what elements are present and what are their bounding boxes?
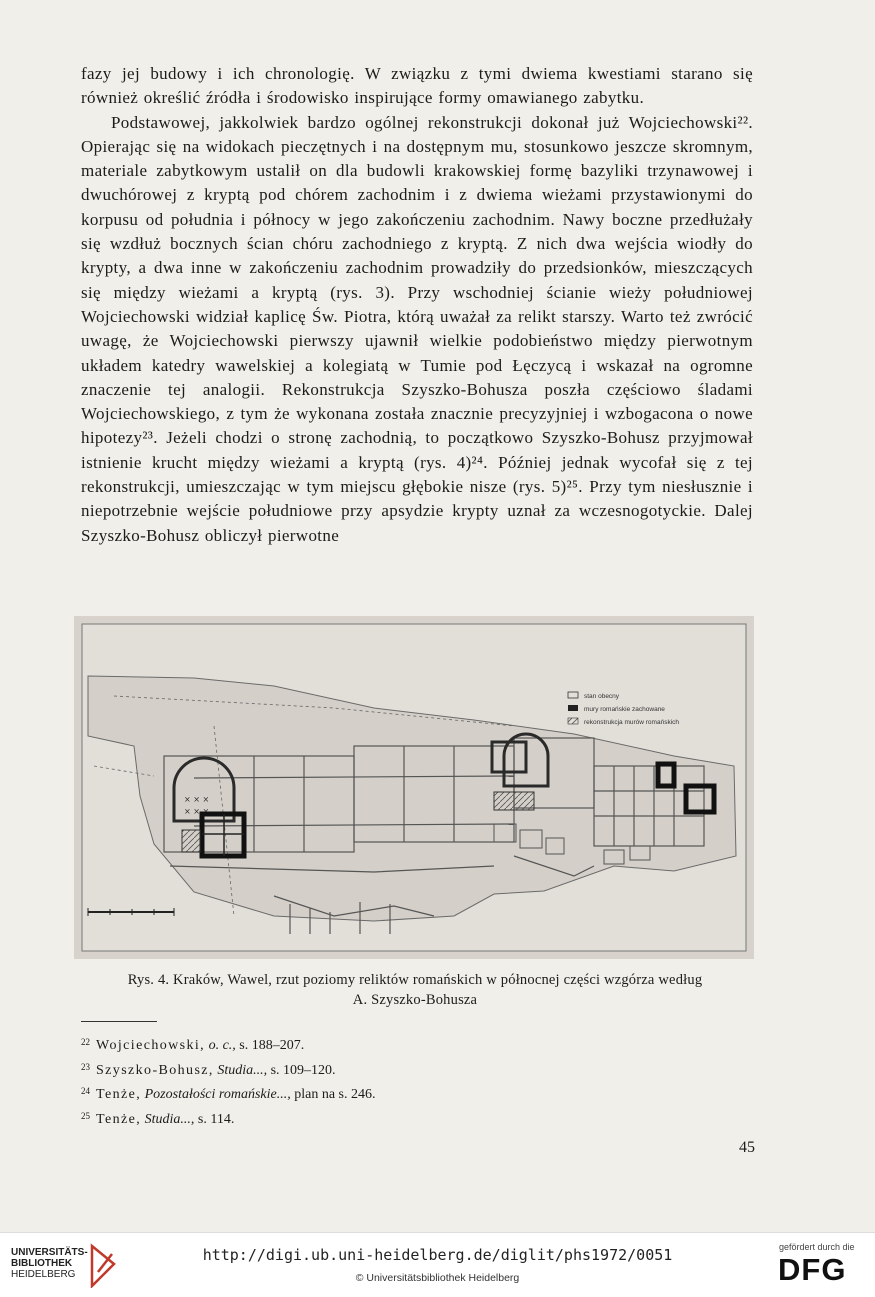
permalink-url[interactable]: http://digi.ub.uni-heidelberg.de/diglit/phs1972/0051 bbox=[202, 1246, 673, 1264]
footnote-number: 22 bbox=[81, 1037, 90, 1047]
footnote-author: Tenże, bbox=[96, 1087, 142, 1102]
footnote-22 bbox=[81, 1032, 681, 1057]
legend-item: mury romańskie zachowane bbox=[584, 706, 665, 713]
footer-bar bbox=[0, 1232, 875, 1297]
paragraph-1: fazy jej budowy i ich chronologię. W związku z tymi dwiema kwestiami starano się również określić źródła i środowisko inspirujące formy omawianego zabytku. bbox=[81, 64, 753, 108]
footnote-ref: Studia..., bbox=[144, 1111, 195, 1127]
paragraph-2: Podstawowej, jakkolwiek bardzo ogólnej rekonstrukcji dokonał już Wojciechowski²². Opierając się na widokach pieczętnych i na dostępnym mu, stosunkowo jeszcze skromnym, materiale zabytkowym ustalił on dla budowli krakowskiej formę bazyliki trzynawowej i dwuchórowej z kryptą pod chórem zachodnim i z dwiema wieżami przystawionymi do korpusu od południa i północy w jego zakończeniu zachodnim. Nawy boczne przedłużały się wzdłuż bocznych ścian chóru zachodniego z kryptą. Z nich dwa wejścia wiodły do krypty, a dwa inne w zakończeniu zachodnim prowadziły do przedsionków, mieszczących się między wieżami a kryptą (rys. 3). Przy wschodniej ścianie wieży południowej Wojciechowski widział kaplicę Św. Piotra, którą uważał za relikt starszy. Warto też zwrócić uwagę, że Wojciechowski pierwszy ujawnił wielkie podobieństwo między pierwotnym układem katedry wawelskiej a kolegiatą w Tumie pod Łęczycą i wskazał na ogromne znaczenie tej analogii. Rekonstrukcja Szyszko-Bohusza poszła częściowo śladami Wojciechowskiego, z tym że wykonana została znacznie precyzyjniej i wzbogacona o nowe hipotezy²³. Jeżeli chodzi o stronę zachodnią, to początkowo Szyszko-Bohusz przyjmował istnienie krucht między wieżami a kryptą (rys. 4)²⁴. Później jednak wycofał się z tej rekonstrukcji, umieszczając w tym miejscu głębokie nisze (rys. 5)²⁵. Przy tym niesłusznie i niepotrzebnie wejście południowe przy apsydzie krypty uznał za wczesnogotyckie. Dalej Szyszko-Bohusz obliczył pierwotne bbox=[81, 112, 753, 545]
footnote-pages: s. 109–120. bbox=[267, 1062, 336, 1078]
body-text bbox=[81, 62, 753, 548]
floor-plan-drawing bbox=[74, 616, 754, 959]
svg-text:× × ×: × × × bbox=[184, 807, 210, 816]
footnotes bbox=[81, 1032, 681, 1130]
figure-caption bbox=[70, 970, 760, 1010]
footnote-pages: s. 188–207. bbox=[235, 1038, 305, 1053]
footnote-divider bbox=[81, 1021, 157, 1022]
legend-item: stan obecny bbox=[584, 693, 620, 700]
footnote-ref: Studia..., bbox=[217, 1062, 268, 1078]
footnote-ref: Pozostałości romańskie..., bbox=[144, 1087, 291, 1102]
caption-line-1: Rys. 4. Kraków, Wawel, rzut poziomy reliktów romańskich w północnej części wzgórza według bbox=[127, 972, 703, 988]
footnote-number: 25 bbox=[81, 1110, 90, 1121]
copyright-notice: © Universitätsbibliothek Heidelberg bbox=[355, 1272, 520, 1284]
svg-text:× × ×: × × × bbox=[184, 795, 210, 804]
caption-line-2: A. Szyszko-Bohusza bbox=[352, 992, 478, 1008]
floor-plan-figure bbox=[74, 616, 754, 959]
footnote-23 bbox=[81, 1057, 681, 1082]
footnote-author: Tenże, bbox=[96, 1111, 142, 1127]
footnote-24 bbox=[81, 1081, 681, 1106]
footnote-author: Szyszko-Bohusz, bbox=[96, 1062, 214, 1078]
dfg-logo[interactable]: DFG bbox=[778, 1252, 847, 1287]
footnote-pages: plan na s. 246. bbox=[290, 1087, 376, 1102]
logo-line: HEIDELBERG bbox=[11, 1269, 76, 1280]
funded-by-label: gefördert durch die bbox=[779, 1242, 855, 1252]
logo-line: BIBLIOTHEK bbox=[11, 1258, 73, 1269]
footnote-number: 24 bbox=[81, 1086, 90, 1096]
footnote-number: 23 bbox=[81, 1061, 90, 1072]
page-number: 45 bbox=[739, 1139, 755, 1156]
footnote-25 bbox=[81, 1106, 681, 1131]
footnote-ref: o. c., bbox=[208, 1038, 236, 1053]
footnote-pages: s. 114. bbox=[194, 1111, 235, 1127]
legend-item: rekonstrukcja murów romańskich bbox=[584, 719, 680, 726]
footnote-author: Wojciechowski, bbox=[96, 1038, 206, 1053]
logo-line: UNIVERSITÄTS- bbox=[11, 1247, 88, 1258]
